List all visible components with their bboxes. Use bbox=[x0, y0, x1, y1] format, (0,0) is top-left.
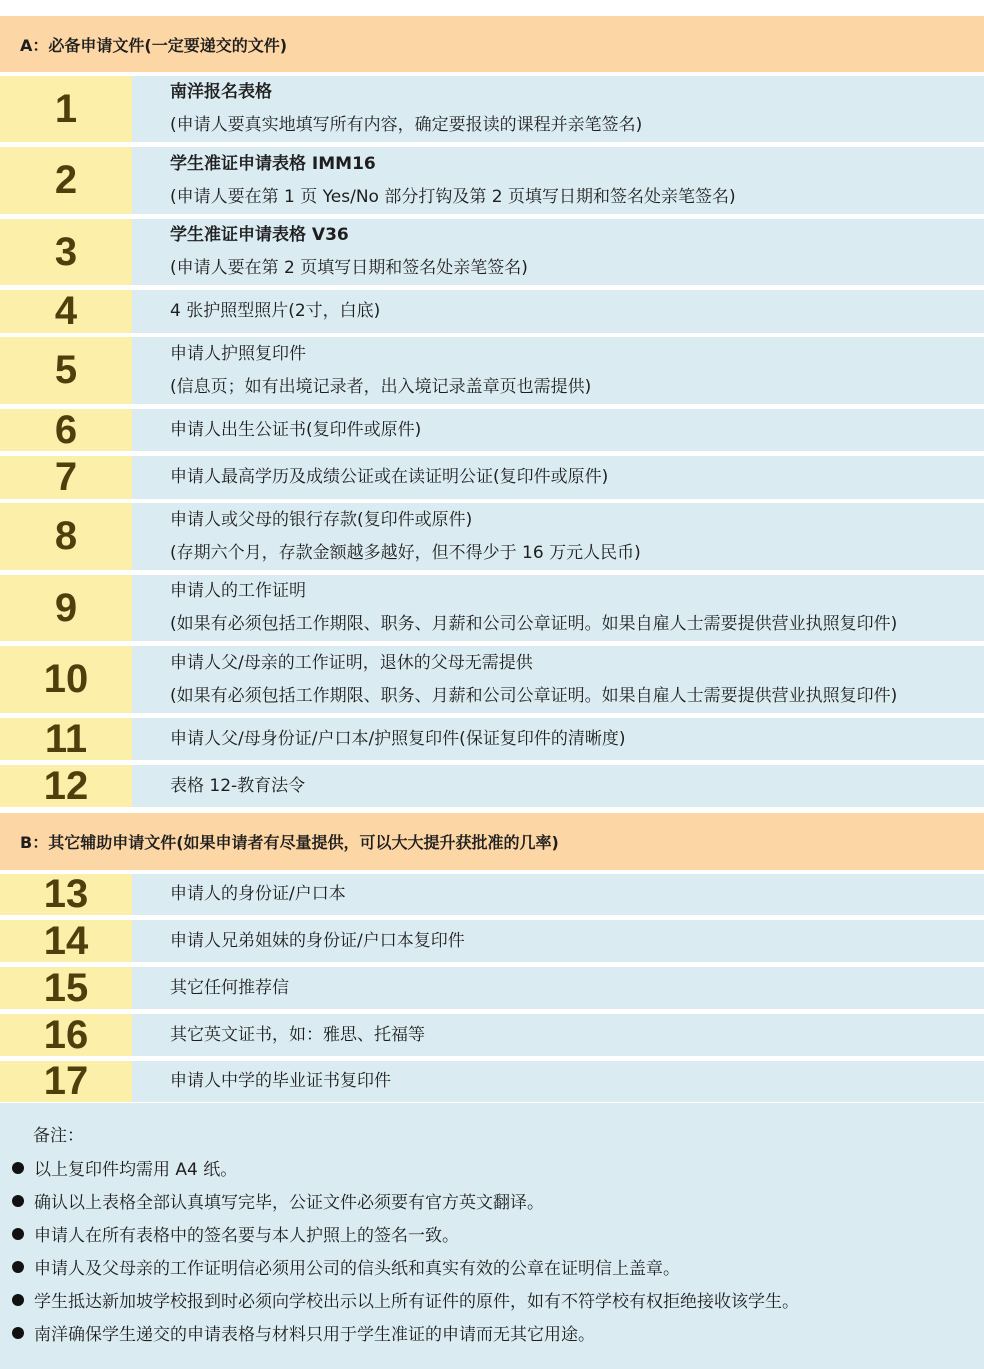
item-note: (如果有必须包括工作期限、职务、月薪和公司公章证明。如果自雇人士需要提供营业执照复印件) bbox=[170, 614, 898, 634]
item-title: 表格 12-教育法令 bbox=[170, 775, 306, 796]
requirement-row bbox=[0, 456, 984, 499]
requirement-row bbox=[0, 1061, 984, 1102]
requirement-row bbox=[0, 76, 984, 142]
item-number: 9 bbox=[0, 575, 132, 641]
item-content bbox=[132, 575, 984, 641]
requirement-row bbox=[0, 503, 984, 570]
item-content bbox=[132, 503, 984, 570]
item-title: 其它英文证书，如：雅思、托福等 bbox=[170, 1024, 425, 1045]
item-content bbox=[132, 219, 984, 285]
item-title: 申请人的身份证/户口本 bbox=[170, 884, 346, 904]
note-text: 以上复印件均需用 A4 纸。 bbox=[34, 1160, 238, 1180]
item-content bbox=[132, 290, 984, 333]
item-note: (如果有必须包括工作期限、职务、月薪和公司公章证明。如果自雇人士需要提供营业执照复印件) bbox=[170, 685, 898, 706]
requirement-row bbox=[0, 147, 984, 214]
item-number: 8 bbox=[0, 503, 132, 570]
item-number: 1 bbox=[0, 76, 132, 142]
item-number: 3 bbox=[0, 219, 132, 285]
item-note: (存期六个月，存款金额越多越好，但不得少于 16 万元人民币) bbox=[170, 542, 641, 563]
item-content bbox=[132, 967, 984, 1009]
section-a-header bbox=[0, 16, 984, 72]
note-text: 确认以上表格全部认真填写完毕，公证文件必须要有官方英文翻译。 bbox=[34, 1193, 544, 1213]
item-number: 7 bbox=[0, 456, 132, 499]
requirement-row bbox=[0, 290, 984, 333]
section-b-title: B：其它辅助申请文件(如果申请者有尽量提供，可以大大提升获批准的几率) bbox=[20, 833, 559, 852]
note-text: 申请人在所有表格中的签名要与本人护照上的签名一致。 bbox=[34, 1226, 459, 1246]
item-number: 12 bbox=[0, 765, 132, 807]
section-a-title: A：必备申请文件(一定要递交的文件) bbox=[20, 35, 288, 55]
item-title: 4 张护照型照片(2寸，白底) bbox=[170, 301, 381, 321]
item-number: 5 bbox=[0, 337, 132, 404]
note-item bbox=[12, 1254, 680, 1279]
item-title: 申请人护照复印件 bbox=[170, 343, 306, 364]
note-text: 南洋确保学生递交的申请表格与材料只用于学生准证的申请而无其它用途。 bbox=[34, 1325, 595, 1345]
item-content bbox=[132, 147, 984, 214]
item-number: 2 bbox=[0, 147, 132, 214]
note-item bbox=[12, 1320, 595, 1345]
bullet-icon bbox=[12, 1195, 24, 1207]
item-title: 南洋报名表格 bbox=[170, 82, 272, 102]
item-content bbox=[132, 1014, 984, 1056]
note-text: 申请人及父母亲的工作证明信必须用公司的信头纸和真实有效的公章在证明信上盖章。 bbox=[34, 1259, 680, 1279]
bullet-icon bbox=[12, 1294, 24, 1306]
item-number: 15 bbox=[0, 967, 132, 1009]
note-item bbox=[12, 1188, 544, 1213]
item-number: 6 bbox=[0, 409, 132, 451]
requirement-row bbox=[0, 337, 984, 404]
item-title: 申请人中学的毕业证书复印件 bbox=[170, 1071, 391, 1091]
item-content bbox=[132, 76, 984, 142]
item-content bbox=[132, 456, 984, 499]
note-text: 学生抵达新加坡学校报到时必须向学校出示以上所有证件的原件，如有不符学校有权拒绝接收该学生。 bbox=[34, 1292, 799, 1312]
item-content bbox=[132, 765, 984, 807]
item-number: 14 bbox=[0, 920, 132, 962]
item-content bbox=[132, 874, 984, 915]
item-number: 16 bbox=[0, 1014, 132, 1056]
section-b-header bbox=[0, 813, 984, 870]
item-number: 10 bbox=[0, 646, 132, 713]
bullet-icon bbox=[12, 1162, 24, 1174]
item-note: (申请人要真实地填写所有内容，确定要报读的课程并亲笔签名) bbox=[170, 115, 643, 135]
item-content bbox=[132, 646, 984, 713]
item-title: 学生准证申请表格 IMM16 bbox=[170, 153, 376, 174]
item-title: 申请人的工作证明 bbox=[170, 581, 306, 601]
item-content bbox=[132, 409, 984, 451]
note-item bbox=[12, 1287, 799, 1312]
item-content bbox=[132, 1061, 984, 1102]
notes-title: 备注： bbox=[33, 1126, 84, 1146]
note-item bbox=[12, 1155, 237, 1180]
item-note: (信息页；如有出境记录者，出入境记录盖章页也需提供) bbox=[170, 376, 592, 397]
item-number: 17 bbox=[0, 1061, 132, 1102]
item-number: 4 bbox=[0, 290, 132, 333]
bullet-icon bbox=[12, 1327, 24, 1339]
bullet-icon bbox=[12, 1261, 24, 1273]
requirement-row bbox=[0, 718, 984, 760]
requirement-row bbox=[0, 646, 984, 713]
item-title: 申请人或父母的银行存款(复印件或原件) bbox=[170, 509, 473, 530]
item-title: 申请人兄弟姐妹的身份证/户口本复印件 bbox=[170, 930, 465, 951]
requirement-row bbox=[0, 1014, 984, 1056]
requirement-row bbox=[0, 409, 984, 451]
item-title: 学生准证申请表格 V36 bbox=[170, 225, 349, 245]
item-note: (申请人要在第 2 页填写日期和签名处亲笔签名) bbox=[170, 258, 528, 278]
item-title: 申请人父/母身份证/户口本/护照复印件(保证复印件的清晰度) bbox=[170, 728, 626, 749]
item-content bbox=[132, 920, 984, 962]
requirement-row bbox=[0, 575, 984, 641]
requirement-row bbox=[0, 920, 984, 962]
item-title: 其它任何推荐信 bbox=[170, 977, 289, 998]
note-item bbox=[12, 1221, 459, 1246]
requirement-row bbox=[0, 765, 984, 807]
item-content bbox=[132, 718, 984, 760]
bullet-icon bbox=[12, 1228, 24, 1240]
requirement-row bbox=[0, 967, 984, 1009]
requirement-row bbox=[0, 219, 984, 285]
item-content bbox=[132, 337, 984, 404]
item-title: 申请人最高学历及成绩公证或在读证明公证(复印件或原件) bbox=[170, 467, 609, 487]
item-note: (申请人要在第 1 页 Yes/No 部分打钩及第 2 页填写日期和签名处亲笔签名) bbox=[170, 186, 736, 207]
item-number: 13 bbox=[0, 874, 132, 915]
notes-section bbox=[0, 1103, 984, 1369]
item-title: 申请人出生公证书(复印件或原件) bbox=[170, 419, 422, 440]
requirement-row bbox=[0, 874, 984, 915]
item-title: 申请人父/母亲的工作证明，退休的父母无需提供 bbox=[170, 652, 533, 673]
item-number: 11 bbox=[0, 718, 132, 760]
